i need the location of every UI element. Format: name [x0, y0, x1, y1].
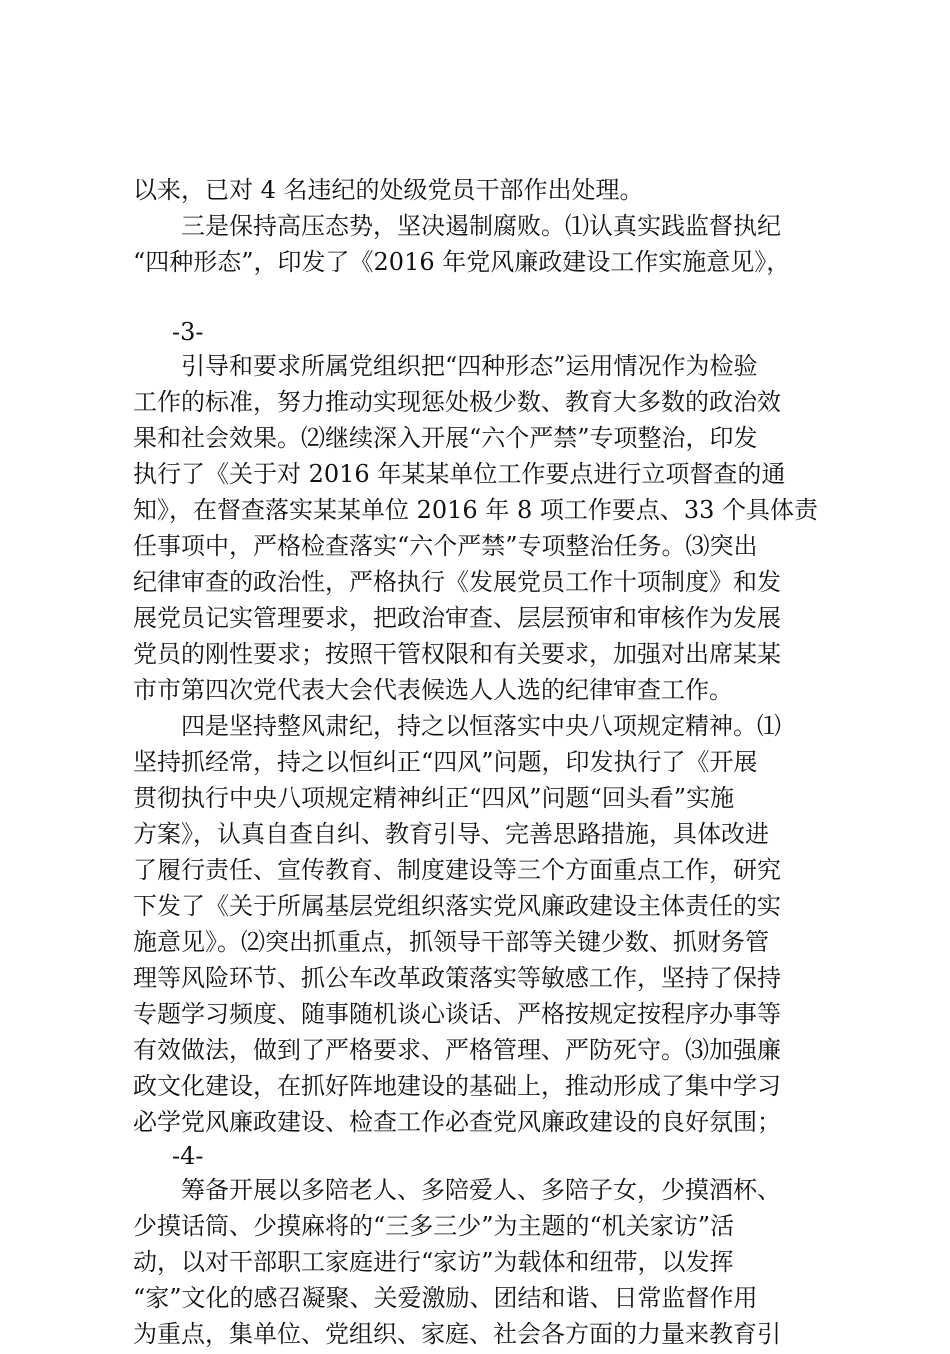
text-line: 党员的刚性要求；按照干管权限和有关要求，加强对出席某某 — [133, 640, 781, 668]
text-line: 知》，在督查落实某某单位 2016 年 8 项工作要点、33 个具体责 — [133, 496, 819, 524]
text-line: 果和社会效果。⑵继续深入开展“六个严禁”专项整治，印发 — [133, 424, 758, 452]
text-line: 四是坚持整风肃纪，持之以恒落实中央八项规定精神。⑴ — [181, 712, 781, 740]
text-line: 展党员记实管理要求，把政治审查、层层预审和审核作为发展 — [133, 604, 781, 632]
text-line: 专题学习频度、随事随机谈心谈话、严格按规定按程序办事等 — [133, 1000, 781, 1028]
text-line: “家”文化的感召凝聚、关爱激励、团结和谐、日常监督作用 — [133, 1284, 758, 1312]
text-line: 施意见》。⑵突出抓重点，抓领导干部等关键少数、抓财务管 — [133, 928, 769, 956]
text-line: 理等风险环节、抓公车改革政策落实等敏感工作，坚持了保持 — [133, 964, 781, 992]
text-line: 工作的标准，努力推动实现惩处极少数、教育大多数的政治效 — [133, 388, 781, 416]
text-line: 以来，已对 4 名违纪的处级党员干部作出处理。 — [133, 176, 644, 204]
embedded-page-number: -4- — [172, 1142, 204, 1170]
text-line: 引导和要求所属党组织把“四种形态”运用情况作为检验 — [181, 352, 758, 380]
text-line: 必学党风廉政建设、检查工作必查党风廉政建设的良好氛围； — [133, 1108, 781, 1136]
text-line: 方案》，认真自查自纠、教育引导、完善思路措施，具体改进 — [133, 820, 769, 848]
text-line: 了履行责任、宣传教育、制度建设等三个方面重点工作，研究 — [133, 856, 781, 884]
text-line: 纪律审查的政治性，严格执行《发展党员工作十项制度》和发 — [133, 568, 781, 596]
text-line: 动，以对干部职工家庭进行“家访”为载体和纽带，以发挥 — [133, 1248, 734, 1276]
text-line: 政文化建设，在抓好阵地建设的基础上，推动形成了集中学习 — [133, 1072, 781, 1100]
text-line: 有效做法，做到了严格要求、严格管理、严防死守。⑶加强廉 — [133, 1036, 781, 1064]
text-line: 为重点，集单位、党组织、家庭、社会各方面的力量来教育引 — [133, 1320, 781, 1348]
text-line: 少摸话筒、少摸麻将的“三多三少”为主题的“机关家访”活 — [133, 1212, 735, 1240]
text-line: “四种形态”，印发了《2016 年党风廉政建设工作实施意见》， — [133, 248, 791, 276]
text-line: 执行了《关于对 2016 年某某单位工作要点进行立项督查的通 — [133, 460, 786, 488]
text-line: 任事项中，严格检查落实“六个严禁”专项整治任务。⑶突出 — [133, 532, 758, 560]
text-line: 三是保持高压态势，坚决遏制腐败。⑴认真实践监督执纪 — [181, 212, 781, 240]
text-line: 贯彻执行中央八项规定精神纠正“四风”问题“回头看”实施 — [133, 784, 735, 812]
text-line: 下发了《关于所属基层党组织落实党风廉政建设主体责任的实 — [133, 892, 781, 920]
text-line: 坚持抓经常，持之以恒纠正“四风”问题，印发执行了《开展 — [133, 748, 758, 776]
text-line: 筹备开展以多陪老人、多陪爱人、多陪子女，少摸酒杯、 — [181, 1176, 781, 1204]
text-line: 市市第四次党代表大会代表候选人人选的纪律审查工作。 — [133, 676, 733, 704]
embedded-page-number: -3- — [172, 318, 204, 346]
